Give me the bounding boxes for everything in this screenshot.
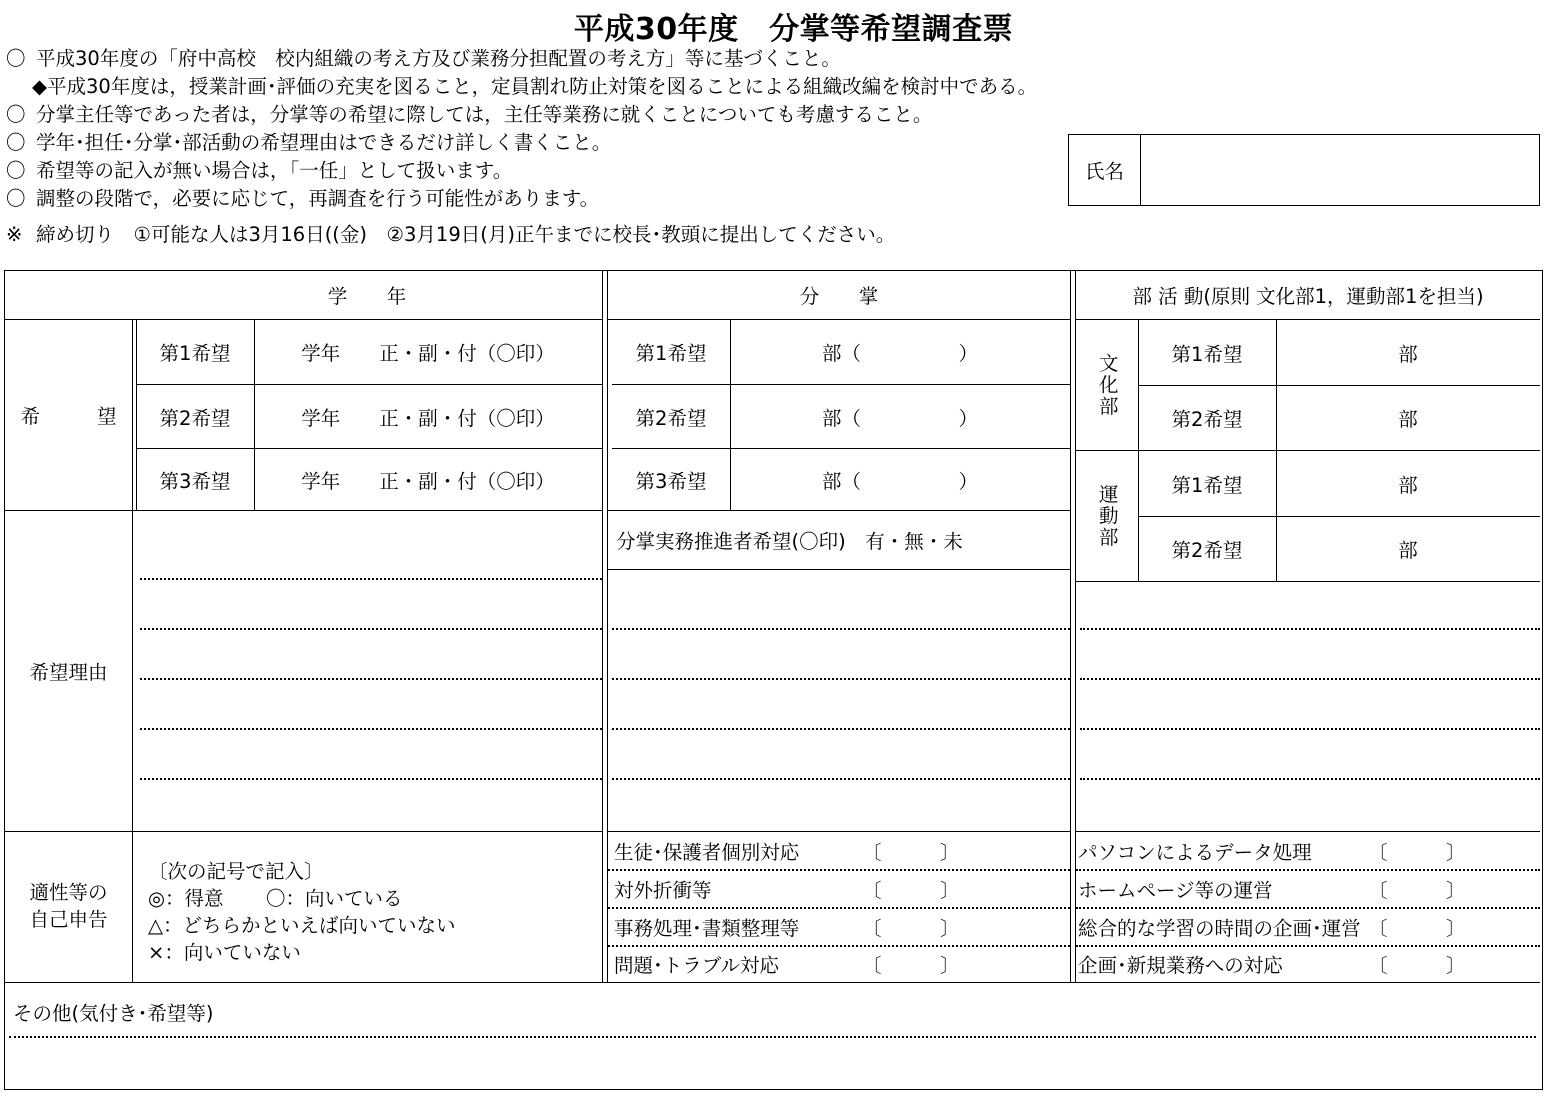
bukatsu-col-divider [1276,320,1277,581]
name-input[interactable] [1141,135,1539,205]
header-bukatsu: 部 活 動(原則 文化部1，運動部1を担当) [1132,285,1484,308]
bunsho-rank-2: 第2希望 [612,384,730,448]
undoubu-rank-1: 第1希望 [1138,450,1276,516]
reason-ruling [140,678,602,680]
note-text: 平成30年度の「府中高校 校内組織の考え方及び業務分担配置の考え方」等に基づくこと。 [36,47,841,70]
aptitude-item-right-3[interactable]: 総合的な学習の時間の企画･運営 〔 〕 [1078,916,1466,940]
aptitude-item-right-2[interactable]: ホームページ等の運営 〔 〕 [1078,878,1466,902]
deadline-text: 締め切り ①可能な人は3月16日((金) ②3月19日(月)正午までに校長･教頭に提出してください。 [36,223,896,246]
gakunen-col-divider [254,320,255,510]
note-text: 平成30年度は，授業計画･評価の充実を図ること，定員割れ防止対策を図ることによる組織改編を検討中である。 [47,75,1038,98]
page-title: 平成30年度 分掌等希望調査票 [573,12,1014,47]
gakunen-rank-3: 第3希望 [136,448,254,510]
aptitude-item-left-3[interactable]: 事務処理･書類整理等 〔 〕 [614,916,960,940]
bunsho-rank-3: 第3希望 [612,448,730,510]
reason-ruling [1080,778,1540,780]
name-label: 氏名 [1069,135,1141,205]
note-line [6,74,1056,100]
section-separator-left [602,271,608,982]
bunkabu-value-2[interactable]: 部 [1276,385,1540,450]
reason-ruling [612,628,1074,630]
deadline-line [6,222,1056,248]
bunsho-rank-1: 第1希望 [635,342,707,365]
reason-ruling [140,728,602,730]
aptitude-item-left-4[interactable]: 問題･トラブル対応 〔 〕 [614,954,960,977]
bunsho-value-3[interactable]: 部（ ） [730,448,1070,510]
note-text: 調整の段階で，必要に応じて，再調査を行う可能性があります。 [36,187,600,210]
note-line [6,130,1056,156]
note-line [6,102,1056,128]
bukatsu-group-label-undoubu: 運動部 [1076,450,1138,581]
note-bullet: 〇 [6,187,26,210]
section-separator-right [1070,271,1076,982]
bunkabu-value-1[interactable]: 部 [1398,342,1418,366]
row-label-kibou: 希 望 [20,405,123,428]
reason-area-gakunen[interactable] [136,511,602,831]
undoubu-rank-2: 第2希望 [1138,516,1276,581]
note-text: 希望等の記入が無い場合は，「一任」として扱います。 [36,159,513,182]
gakunen-rank-1: 第1希望 [159,342,231,365]
legend-suited: 〇：向いている [266,887,403,910]
aptitude-item-left-1[interactable]: 生徒･保護者個別対応 〔 〕 [614,840,960,864]
reason-area-bunsho[interactable] [612,570,1070,831]
legend-header: 〔次の記号で記入〕 [148,860,324,883]
aptitude-label-line1: 適性等の [29,881,108,904]
bukatsu-group-label-bunkabu: 文化部 [1095,352,1119,418]
main-form-table [4,270,1543,1090]
legend-line-4: ×：向いていない [148,941,301,964]
legend-line-2 [148,885,456,912]
legend-line-3: △：どちらかといえば向いていない [148,914,456,937]
aptitude-label-line2: 自己申告 [29,908,108,931]
reason-area-bukatsu[interactable] [1076,582,1540,831]
reason-ruling [140,578,602,580]
header-gakunen: 学 年 [327,285,417,308]
gakunen-value-3[interactable]: 学年 正・副・付（〇印） [254,448,602,510]
aptitude-item-right-1[interactable]: パソコンによるデータ処理 〔 〕 [1078,840,1466,864]
reason-ruling [140,628,602,630]
reason-ruling [140,778,602,780]
note-bullet: 〇 [6,47,26,70]
aptitude-item-right-4[interactable]: 企画･新規業務への対応 〔 〕 [1078,954,1466,977]
bunkabu-rank-2: 第2希望 [1138,385,1276,450]
reason-ruling [612,678,1074,680]
deadline-mark: ※ [6,223,23,246]
note-bullet: 〇 [6,159,26,182]
note-bullet: 〇 [6,131,26,154]
bunsho-value-2[interactable]: 部（ ） [730,384,1070,448]
note-line [6,46,1056,72]
row-label-aptitude [5,832,132,980]
note-text: 学年･担任･分掌･部活動の希望理由はできるだけ詳しく書くこと。 [36,131,612,154]
reason-ruling [612,728,1074,730]
undoubu-value-2[interactable]: 部 [1276,516,1540,581]
reason-ruling [1080,728,1540,730]
gakunen-value-1[interactable]: 学年 正・副・付（〇印） [301,342,555,365]
other-label: その他(気付き･希望等) [13,1002,214,1025]
bunsho-value-1[interactable]: 部（ ） [821,342,978,365]
gakunen-left-edge [136,320,137,510]
reason-ruling [1080,628,1540,630]
aptitude-item-left-2[interactable]: 対外折衝等 〔 〕 [614,878,960,902]
undoubu-value-1[interactable]: 部 [1276,450,1540,516]
note-line [6,186,1056,212]
row-label-kibou-riyuu: 希望理由 [29,661,108,684]
other-input-area[interactable] [9,1037,1536,1087]
note-bullet: 〇 [6,103,26,126]
bunkabu-rank-1: 第1希望 [1171,342,1243,366]
header-bunsho: 分 掌 [799,285,889,308]
bunsho-col-divider [730,320,731,510]
note-text: 分掌主任等であった者は，分掌等の希望に際しては，主任等業務に就くことについても考慮すること。 [36,103,933,126]
gakunen-value-2[interactable]: 学年 正・副・付（〇印） [254,384,602,448]
suishinsha-row[interactable]: 分掌実務推進者希望(〇印) 有・無・未 [616,530,963,553]
bukatsu-label-divider [1138,320,1139,581]
reason-ruling [1080,678,1540,680]
other-top-divider [5,982,1540,983]
aptitude-legend [148,858,456,966]
gakunen-rank-2: 第2希望 [136,384,254,448]
legend-excellent: ◎：得意 [148,887,224,910]
notes-block [6,46,1056,250]
label-column-edge [132,320,133,982]
name-box [1068,134,1540,206]
note-line [6,158,1056,184]
note-bullet-diamond: ◆ [32,75,47,98]
reason-ruling [612,778,1074,780]
